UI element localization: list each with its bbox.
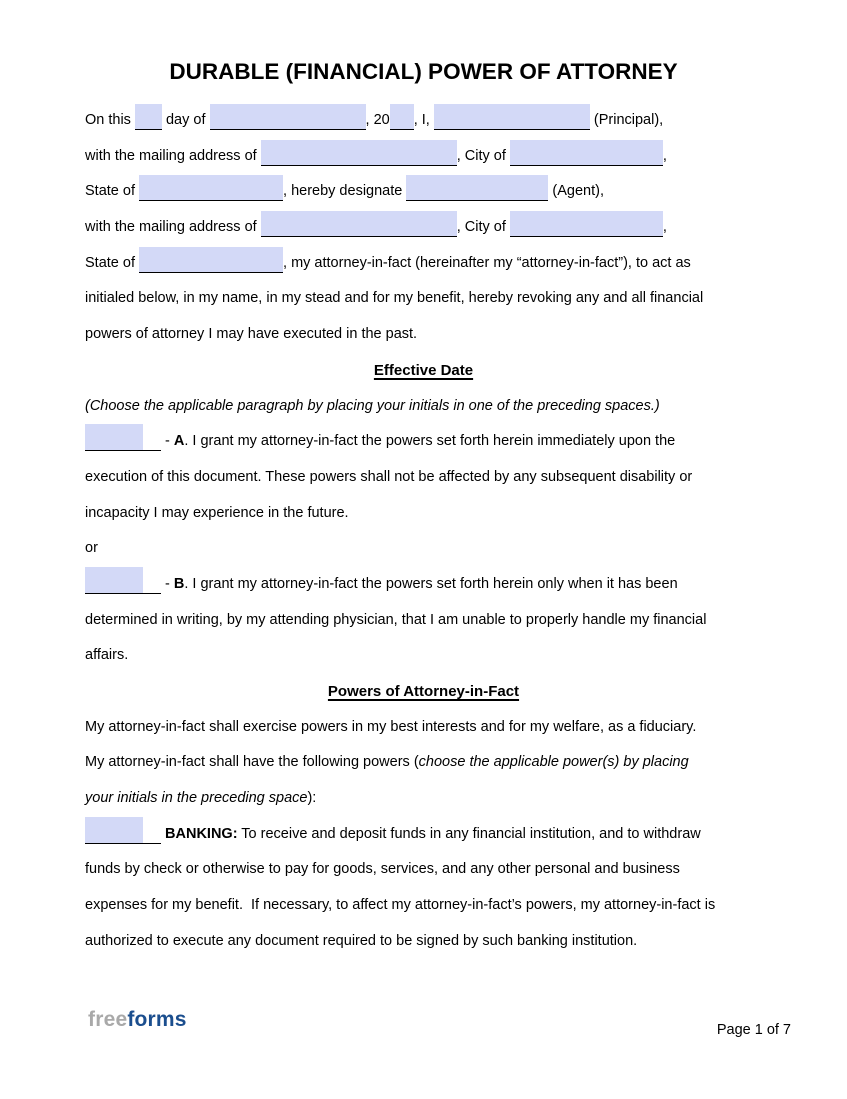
text-segment: choose the applicable power(s) by placing: [418, 754, 689, 771]
text-segment: My attorney-in-fact shall have the following powers (: [85, 754, 419, 771]
section-heading: [85, 353, 762, 389]
text-segment: authorized to execute any document required to be signed by such banking institution.: [85, 932, 638, 949]
text-segment: My attorney-in-fact shall exercise powers in my best interests and for my welfare, as a fiduciary.: [85, 718, 697, 735]
text-segment: incapacity I may experience in the future.: [85, 504, 349, 521]
doc-line: [85, 246, 790, 282]
document-body: [85, 103, 790, 960]
agent-address-blank[interactable]: [261, 211, 457, 237]
doc-line: [85, 888, 790, 924]
agent-city-blank[interactable]: [510, 211, 663, 237]
text-segment: ,: [662, 219, 667, 236]
option-a-initials-blank[interactable]: [85, 425, 161, 451]
doc-line: [85, 924, 790, 960]
month-blank[interactable]: [210, 104, 366, 130]
doc-line: [85, 281, 790, 317]
text-segment: -: [161, 433, 174, 450]
document-title: DURABLE (FINANCIAL) POWER OF ATTORNEY: [169, 59, 678, 84]
doc-line: [85, 424, 790, 460]
text-segment: To receive and deposit funds in any financial institution, and to withdraw: [237, 825, 701, 842]
agent-name-blank[interactable]: [406, 175, 548, 201]
doc-line: [85, 745, 790, 781]
section-heading: [85, 674, 762, 710]
doc-line: [85, 603, 790, 639]
doc-line: [85, 638, 790, 674]
text-segment: , City of: [456, 219, 510, 236]
doc-line: [85, 531, 790, 567]
principal-address-blank[interactable]: [261, 140, 457, 166]
doc-line: [85, 317, 790, 353]
doc-line: [85, 174, 790, 210]
highlight-box: [85, 424, 143, 450]
text-segment: State of: [85, 254, 140, 271]
text-segment: affairs.: [85, 647, 129, 664]
year-blank[interactable]: [390, 104, 414, 130]
text-segment: A: [173, 433, 185, 450]
text-segment: with the mailing address of: [85, 147, 261, 164]
doc-line: [85, 781, 790, 817]
principal-name-blank[interactable]: [434, 104, 590, 130]
principal-city-blank[interactable]: [510, 140, 663, 166]
doc-line: [85, 817, 790, 853]
text-segment: day of: [161, 112, 210, 128]
text-segment: (Choose the applicable paragraph by placing your initials in one of the preceding spaces.): [85, 397, 660, 414]
text-segment: ,: [662, 147, 667, 164]
highlight-box: [85, 817, 143, 843]
text-segment: initialed below, in my name, in my stead and for my benefit, hereby revoking any and all financial: [85, 290, 704, 307]
logo-forms-text: forms: [127, 1008, 187, 1031]
doc-line: [85, 389, 790, 425]
text-segment: determined in writing, by my attending physician, that I am unable to properly handle my financial: [85, 611, 707, 628]
text-segment: your initials in the preceding space: [85, 790, 308, 807]
text-segment: or: [85, 540, 98, 557]
doc-line: [85, 103, 790, 139]
text-segment: powers of attorney I may have executed in the past.: [85, 326, 418, 343]
text-segment: ):: [307, 790, 317, 807]
text-segment: , my attorney-in-fact (hereinafter my “attorney-in-fact”), to act as: [283, 254, 691, 271]
doc-line: [85, 852, 790, 888]
text-segment: expenses for my benefit. If necessary, to affect my attorney-in-fact’s powers, my attorney-in-fact is: [85, 897, 716, 914]
doc-line: [85, 139, 790, 175]
text-segment: , I,: [413, 112, 434, 128]
day-blank[interactable]: [135, 104, 162, 130]
highlight-box: [85, 567, 143, 593]
text-segment: . I grant my attorney-in-fact the powers set forth herein only when it has been: [184, 575, 678, 592]
text-segment: funds by check or otherwise to pay for goods, services, and any other personal and business: [85, 861, 680, 878]
text-segment: with the mailing address of: [85, 219, 261, 236]
logo-free-text: free: [88, 1008, 128, 1031]
text-segment: Powers of Attorney-in-Fact: [327, 683, 520, 700]
page-number: Page 1 of 7: [716, 1022, 791, 1038]
text-segment: B: [173, 575, 185, 592]
doc-line: [85, 710, 790, 746]
text-segment: , 20: [365, 112, 390, 128]
banking-initials-blank[interactable]: [85, 818, 161, 844]
text-segment: Effective Date: [373, 361, 474, 379]
doc-line: [85, 567, 790, 603]
agent-state-blank[interactable]: [139, 247, 283, 273]
doc-line: [85, 460, 790, 496]
text-segment: , City of: [456, 147, 510, 164]
doc-line: [85, 210, 790, 246]
principal-state-blank[interactable]: [139, 175, 283, 201]
text-segment: -: [161, 575, 174, 592]
text-segment: execution of this document. These powers shall not be affected by any subsequent disability or: [85, 468, 693, 485]
text-segment: State of: [85, 183, 140, 200]
text-segment: . I grant my attorney-in-fact the powers set forth herein immediately upon the: [184, 433, 676, 450]
text-segment: (Agent),: [548, 183, 604, 200]
text-segment: BANKING:: [165, 825, 238, 842]
freeforms-logo: [88, 1008, 187, 1032]
option-b-initials-blank[interactable]: [85, 568, 161, 594]
doc-line: [85, 496, 790, 532]
text-segment: , hereby designate: [283, 183, 407, 200]
text-segment: (Principal),: [589, 112, 664, 128]
text-segment: On this: [85, 112, 135, 128]
